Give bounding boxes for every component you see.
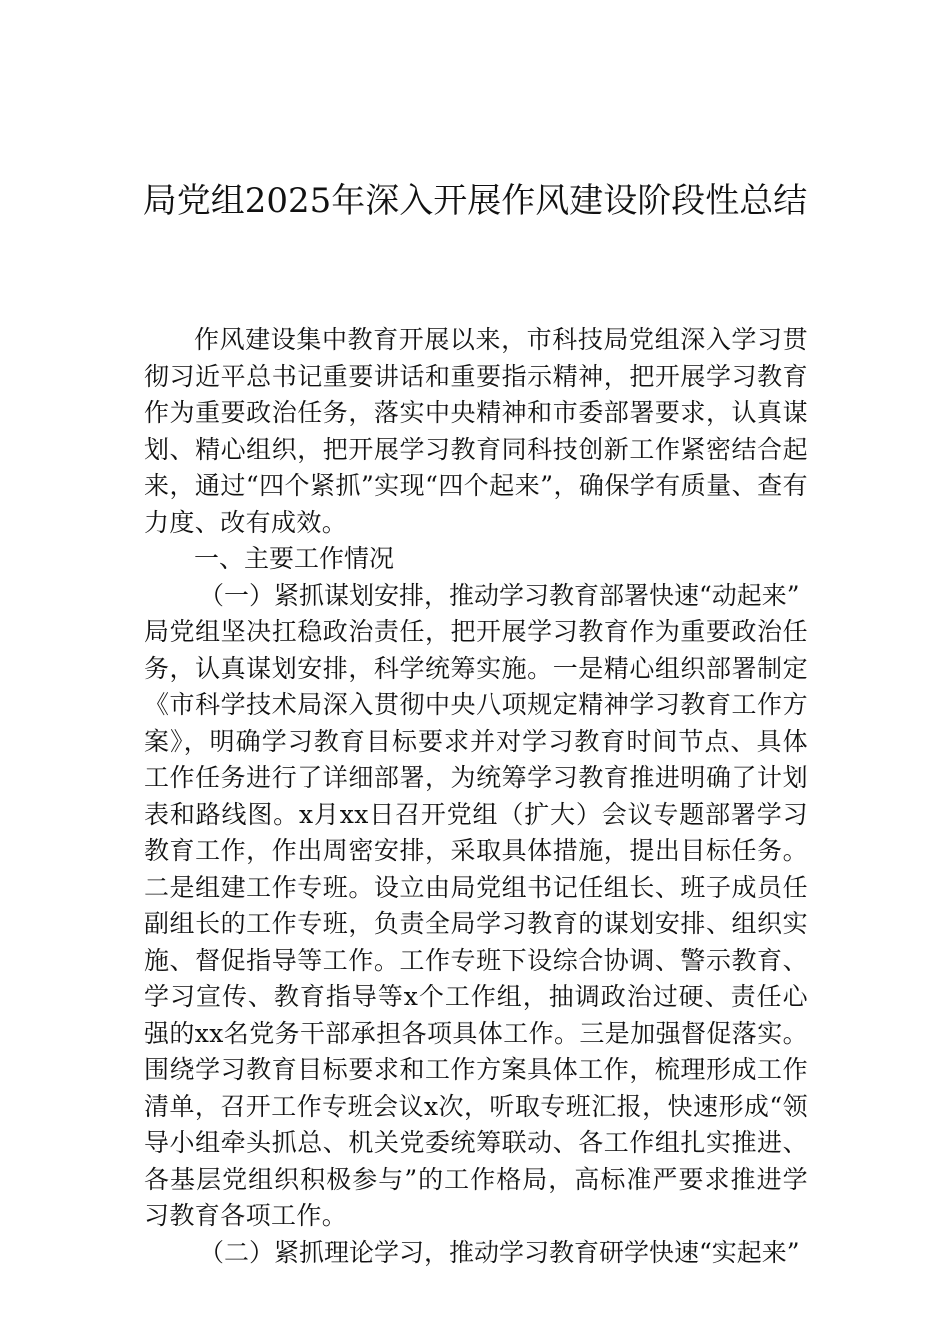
subsection-heading-1: （一）紧抓谋划安排，推动学习教育部署快速“动起来” bbox=[199, 580, 800, 610]
section-heading-main-work: 一、主要工作情况 bbox=[194, 544, 395, 573]
document-title: 局党组2025年深入开展作风建设阶段性总结 bbox=[142, 181, 808, 221]
subsection-heading-2: （二）紧抓理论学习，推动学习教育研学快速“实起来” bbox=[199, 1237, 800, 1267]
subsection-1-paragraph: 局党组坚决扛稳政治责任，把开展学习教育作为重要政治任务，认真谋划安排，科学统筹实施。一是精心组织部署制定《市科学技术局深入贯彻中央八项规定精神学习教育工作方案》，明确学习教育目标要求并对学习教育时间节点、具体工作任务进行了详细部署，为统筹学习教育推进明确了计划表和路线图。x月xx日召开党组（扩大）会议专题部署学习教育工作，作出周密安排，采取具体措施，提出目标任务。二是组建工作专班。设立由局党组书记任组长、班子成员任副组长的工作专班，负责全局学习教育的谋划安排、组织实施、督促指导等工作。工作专班下设综合协调、警示教育、学习宣传、教育指导等x个工作组，抽调政治过硬、责任心强的xx名党务干部承担各项具体工作。三是加强督促落实。围绕学习教育目标要求和工作方案具体工作，梳理形成工作清单，召开工作专班会议x次，听取专班汇报，快速形成“领导小组牵头抓总、机关党委统筹联动、各工作组扎实推进、各基层党组织积极参与”的工作格局，高标准严要求推进学习教育各项工作。 bbox=[144, 617, 809, 1230]
document-body bbox=[144, 322, 808, 1271]
intro-paragraph: 作风建设集中教育开展以来，市科技局党组深入学习贯彻习近平总书记重要讲话和重要指示精神，把开展学习教育作为重要政治任务，落实中央精神和市委部署要求，认真谋划、精心组织，把开展学习教育同科技创新工作紧密结合起来，通过“四个紧抓”实现“四个起来”，确保学有质量、查有力度、改有成效。 bbox=[144, 325, 808, 537]
